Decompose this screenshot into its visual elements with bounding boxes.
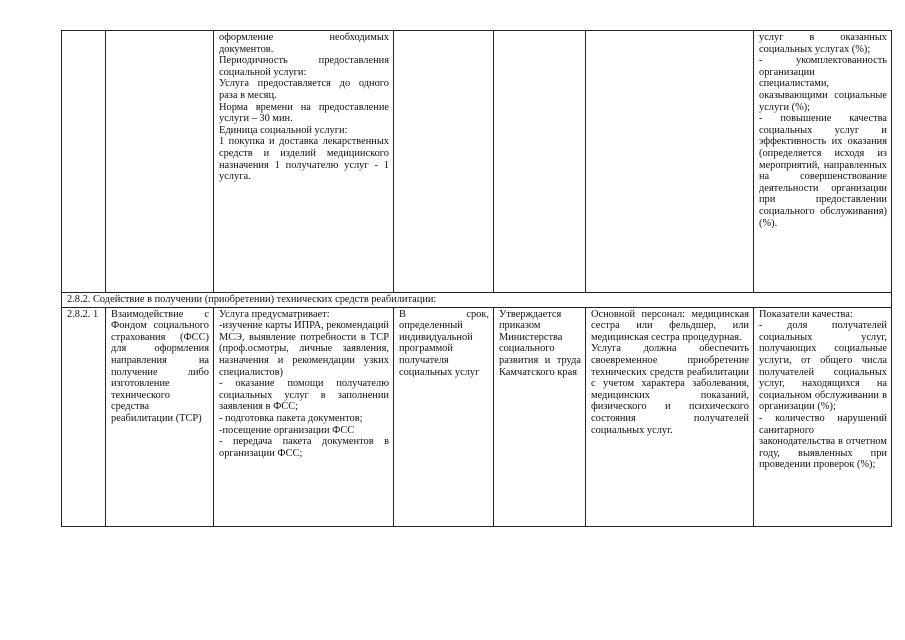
conditions-line: Услуга должна обеспечить своевременное приобретение технических средств реабилитации с учетом характера заболевания, медицинских показаний, физического и психического состояния получателей социальных услуг. (591, 343, 749, 436)
cell-term (394, 31, 494, 293)
content-line: Единица социальной услуги: (219, 124, 348, 136)
section-heading-row (62, 293, 892, 308)
content-line: Услуга предусматривает: (219, 308, 330, 320)
indicator-line: - количество нарушений санитарного законодательства в отчетном году, выявленных при проведении проверок (%); (759, 412, 887, 471)
content-line: - оказание помощи получателю социальных услуг в заполнении заявления в ФСС; (219, 378, 389, 413)
service-name: Взаимодействие с Фондом социального страхования (ФСС) для оформления направления на получение либо изготовление технического средства реабилитации (ТСР) (106, 307, 214, 526)
cell-tariff (494, 31, 586, 293)
indicator-line: - доля получателей социальных услуг, получающих социальные услуги, от общего числа получателей социальных услуг, находящихся на социальном обслуживании в организации (%); (759, 320, 887, 413)
cell-conditions (586, 31, 754, 293)
service-conditions (586, 307, 754, 526)
conditions-line: Основной персонал: медицинская сестра или фельдшер, или медицинская сестра процедурная. (591, 308, 749, 343)
content-line: -изучение карты ИПРА, рекомендаций МСЭ, выявление потребности в ТСР (проф.осмотры, личные заявления, назначения и рекомендации узких специалистов) (219, 320, 389, 378)
content-line: - подготовка пакета документов; (219, 412, 363, 424)
content-line: -посещение организации ФСС (219, 424, 355, 436)
cell-number (62, 31, 106, 293)
content-line: Услуга предоставляется до одного раза в месяц. (219, 78, 389, 101)
service-number: 2.8.2. 1 (62, 307, 106, 526)
cell-indicators (754, 31, 892, 293)
indicator-line: услуг в оказанных социальных услугах (%); (759, 32, 887, 55)
table-row-service (62, 307, 892, 526)
section-heading: 2.8.2. Содействие в получении (приобретении) технических средств реабилитации: (62, 293, 892, 308)
content-line: 1 покупка и доставка лекарственных средств и изделий медицинского назначения 1 получателю услуг - 1 услуга. (219, 136, 389, 183)
indicator-line: - повышение качества социальных услуг и эффективность их оказания (определяется исходя из мероприятий, направленных на совершенствование деятельности организации при предоставлении социального обслуживания) (%). (759, 113, 887, 229)
service-indicators (754, 307, 892, 526)
indicator-line: Показатели качества: (759, 308, 853, 320)
service-term: В срок, определенный индивидуальной программой получателя социальных услуг (394, 307, 494, 526)
cell-name (106, 31, 214, 293)
table-row-continuation (62, 31, 892, 293)
content-line: Норма времени на предоставление услуги – 30 мин. (219, 101, 389, 125)
indicator-line: - укомплектованность организации специалистами, оказывающими социальные услуги (%); (759, 55, 887, 113)
service-tariff: Утверждается приказом Министерства социального развития и труда Камчатского края (494, 307, 586, 526)
service-content (214, 307, 394, 526)
content-line: оформление необходимых документов. (219, 32, 389, 55)
services-table (61, 30, 892, 527)
content-line: Периодичность предоставления социальной услуги: (219, 55, 389, 78)
content-line: - передача пакета документов в организации ФСС; (219, 436, 389, 459)
cell-content (214, 31, 394, 293)
